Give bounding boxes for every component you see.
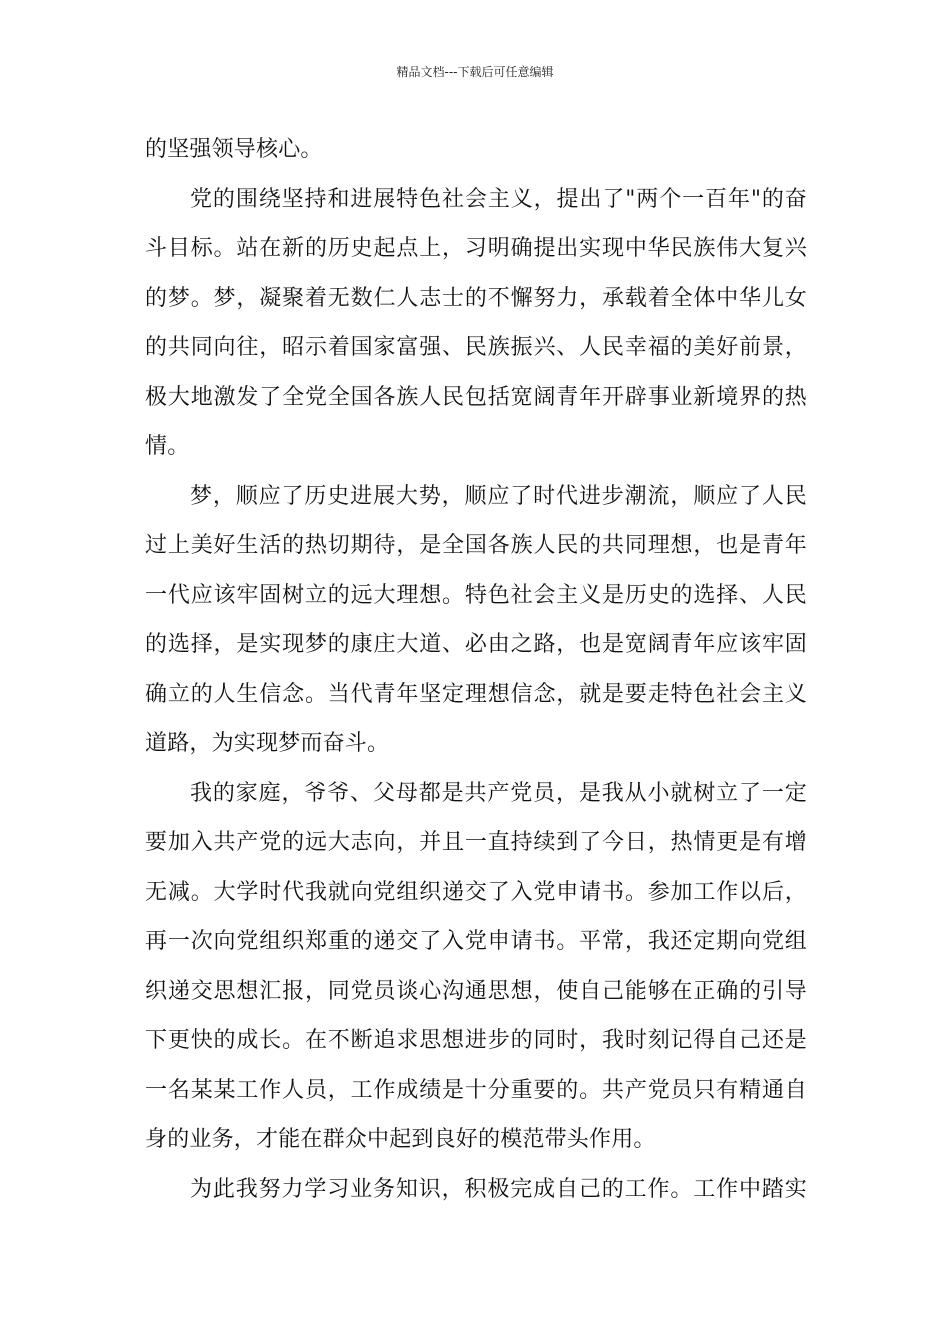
paragraph-first-line: 党的围绕坚持和进展特色社会主义，提出了"两个一百年"的奋: [190, 186, 807, 212]
document-body: [145, 128, 807, 1217]
text-line: 的共同向往，昭示着国家富强、民族振兴、人民幸福的美好前景，: [145, 335, 807, 360]
text-line: 过上美好生活的热切期待，是全国各族人民的共同理想，也是青年: [145, 533, 807, 558]
text-line: 身的业务，才能在群众中起到良好的模范带头作用。: [145, 1127, 656, 1152]
text-line: 无减。大学时代我就向党组织递交了入党申请书。参加工作以后，: [145, 879, 807, 905]
text-line: 要加入共产党的远大志向，并且一直持续到了今日，热情更是有增: [145, 830, 807, 855]
paragraph-first-line: 我的家庭，爷爷、父母都是共产党员，是我从小就树立了一定: [190, 780, 807, 806]
text-line: 的选择，是实现梦的康庄大道、必由之路，也是宽阔青年应该牢固: [145, 632, 807, 657]
text-line: 一代应该牢固树立的远大理想。特色社会主义是历史的选择、人民: [145, 582, 807, 608]
text-line: 织递交思想汇报，同党员谈心沟通思想，使自己能够在正确的引导: [145, 978, 807, 1004]
text-line: 极大地激发了全党全国各族人民包括宽阔青年开辟事业新境界的热: [145, 384, 807, 410]
text-line: 确立的人生信念。当代青年坚定理想信念，就是要走特色社会主义: [145, 681, 807, 707]
text-line: 的梦。梦，凝聚着无数仁人志士的不懈努力，承载着全体中华儿女: [145, 285, 807, 311]
text-line: 一名某某工作人员，工作成绩是十分重要的。共产党员只有精通自: [145, 1077, 807, 1103]
text-line: 情。: [145, 434, 190, 459]
paragraph-first-line: 梦，顺应了历史进展大势，顺应了时代进步潮流，顺应了人民: [190, 483, 807, 509]
text-line: 斗目标。站在新的历史起点上，习明确提出实现中华民族伟大复兴: [145, 236, 807, 261]
text-line: 再一次向党组织郑重的递交了入党申请书。平常，我还定期向党组: [145, 929, 807, 954]
page-header: 精品文档---下载后可任意编辑: [396, 65, 554, 79]
text-line: 下更快的成长。在不断追求思想进步的同时，我时刻记得自己还是: [145, 1028, 807, 1053]
text-line: 道路，为实现梦而奋斗。: [145, 731, 390, 756]
text-line: 的坚强领导核心。: [145, 137, 323, 162]
paragraph-first-line: 为此我努力学习业务知识，积极完成自己的工作。工作中踏实: [190, 1176, 807, 1202]
